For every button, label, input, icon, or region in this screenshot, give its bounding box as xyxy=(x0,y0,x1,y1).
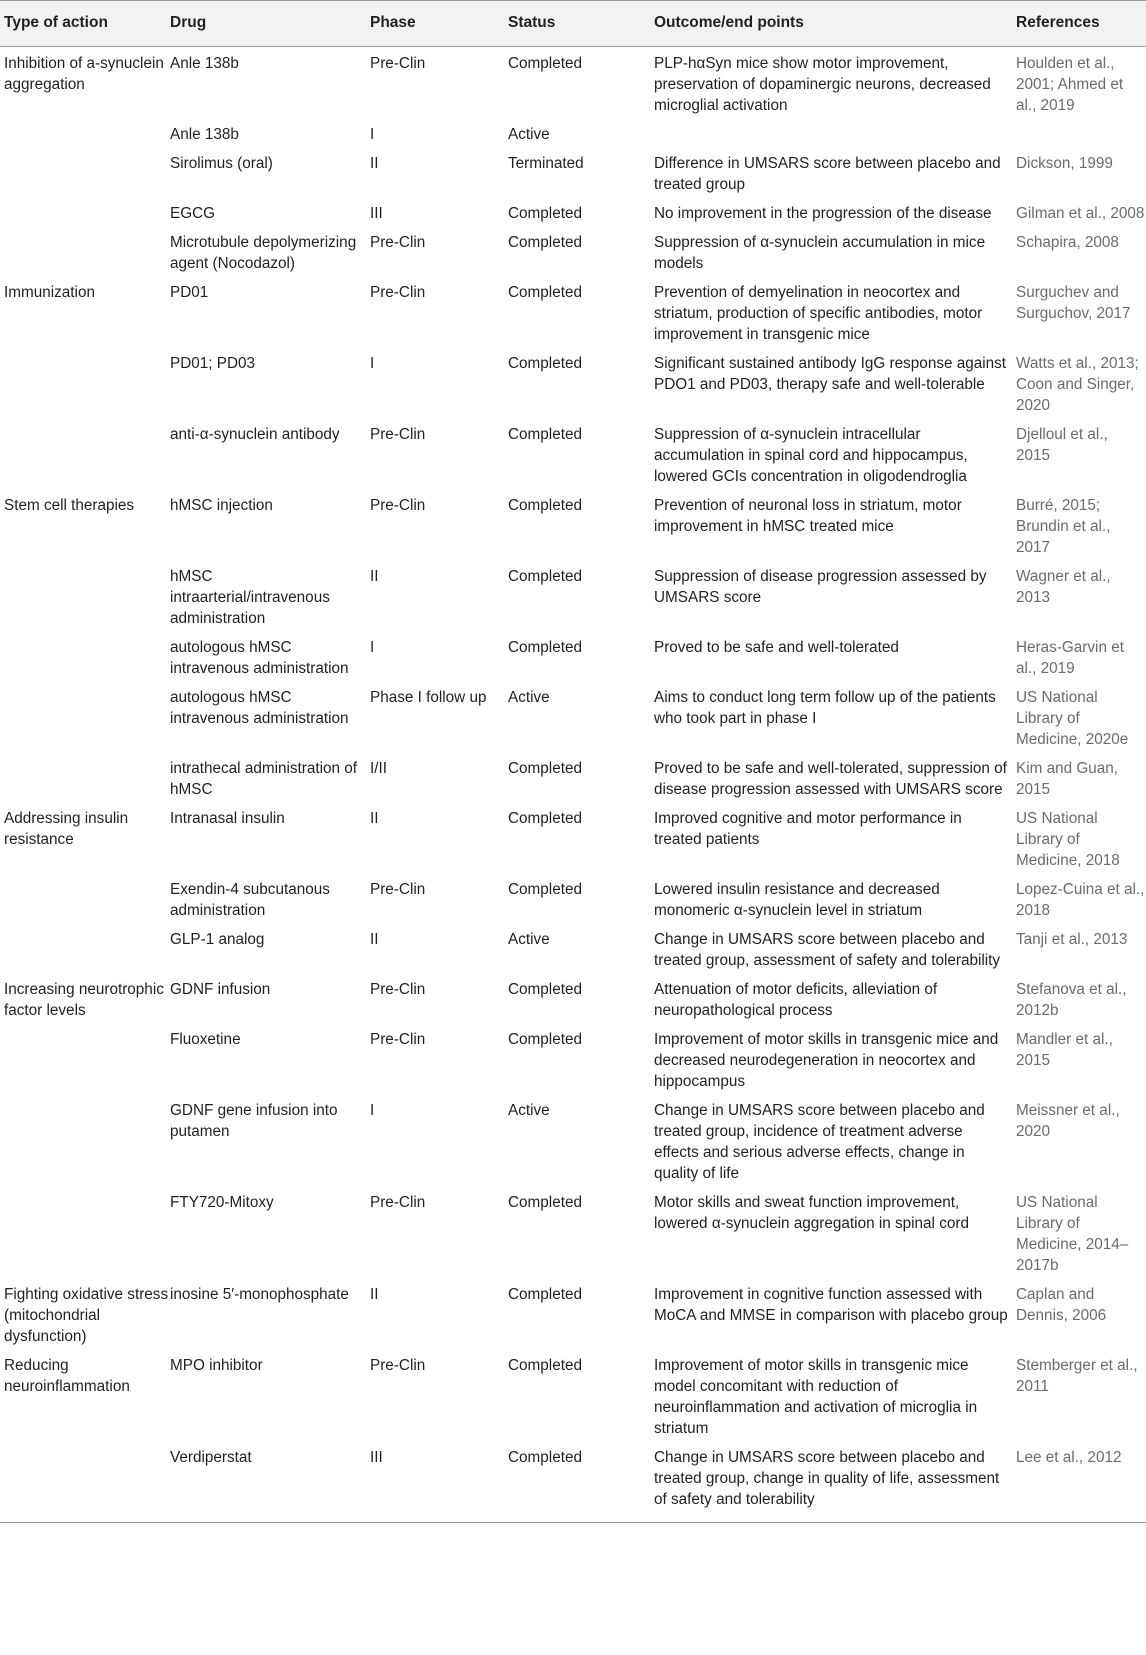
table-row xyxy=(0,347,1146,418)
table-row xyxy=(0,147,1146,197)
table-body xyxy=(0,47,1146,1523)
type-of-action-cell xyxy=(0,1094,170,1186)
reference-cell: Kim and Guan, 2015 xyxy=(1016,760,1119,798)
outcome-cell: Improvement of motor skills in transgenic mice and decreased neurodegeneration in neocortex and hippocampus xyxy=(654,1031,999,1090)
header-phase: Phase xyxy=(370,1,508,47)
drug-cell: GDNF infusion xyxy=(170,981,271,998)
type-of-action-cell xyxy=(0,873,170,923)
drug-cell: Anle 138b xyxy=(170,126,239,143)
table-row xyxy=(0,873,1146,923)
reference-cell: US National Library of Medicine, 2014–2017b xyxy=(1016,1194,1129,1274)
reference-cell: Meissner et al., 2020 xyxy=(1016,1102,1120,1140)
phase-cell: I/II xyxy=(370,760,387,777)
reference-cell: Stefanova et al., 2012b xyxy=(1016,981,1127,1019)
status-cell: Active xyxy=(508,1102,550,1119)
drug-cell: Sirolimus (oral) xyxy=(170,155,273,172)
status-cell: Active xyxy=(508,689,550,706)
reference-cell xyxy=(1008,118,1146,147)
table-row xyxy=(0,1278,1146,1349)
phase-cell: Phase I follow up xyxy=(370,689,487,706)
table-row xyxy=(0,973,1146,1023)
outcome-cell: Difference in UMSARS score between placebo and treated group xyxy=(654,155,1001,193)
status-cell: Completed xyxy=(508,1031,582,1048)
reference-cell: US National Library of Medicine, 2020e xyxy=(1016,689,1129,748)
reference-cell: Houlden et al., 2001; Ahmed et al., 2019 xyxy=(1016,55,1124,114)
status-cell: Completed xyxy=(508,810,582,827)
header-type-of-action: Type of action xyxy=(0,1,170,47)
phase-cell: I xyxy=(370,126,375,143)
drug-cell: Fluoxetine xyxy=(170,1031,241,1048)
table-row xyxy=(0,226,1146,276)
header-references: References xyxy=(1008,1,1146,47)
reference-cell: US National Library of Medicine, 2018 xyxy=(1016,810,1120,869)
status-cell: Completed xyxy=(508,55,582,72)
drug-cell: EGCG xyxy=(170,205,216,222)
table-row xyxy=(0,1441,1146,1523)
reference-cell: Gilman et al., 2008 xyxy=(1016,205,1145,222)
type-of-action-cell xyxy=(0,1023,170,1094)
drug-cell: Anle 138b xyxy=(170,55,239,72)
drug-cell: hMSC injection xyxy=(170,497,273,514)
type-of-action-cell xyxy=(0,347,170,418)
type-of-action-cell: Addressing insulin resistance xyxy=(4,810,129,848)
outcome-cell: Proved to be safe and well-tolerated, suppression of disease progression assessed with UMSARS score xyxy=(654,760,1007,798)
outcome-cell: Motor skills and sweat function improvement, lowered α-synuclein aggregation in spinal cord xyxy=(654,1194,969,1232)
table-row xyxy=(0,681,1146,752)
outcome-cell: Improvement of motor skills in transgenic mice model concomitant with reduction of neuroinflammation and activation of microglia in striatum xyxy=(654,1357,978,1437)
table-row xyxy=(0,489,1146,560)
outcome-cell xyxy=(646,118,1008,147)
table-row xyxy=(0,752,1146,802)
type-of-action-cell: Immunization xyxy=(4,284,95,301)
table-row xyxy=(0,802,1146,873)
type-of-action-cell: Inhibition of a-synuclein aggregation xyxy=(4,55,164,93)
phase-cell: II xyxy=(370,155,379,172)
reference-cell: Dickson, 1999 xyxy=(1016,155,1113,172)
phase-cell: Pre-Clin xyxy=(370,1031,426,1048)
header-drug: Drug xyxy=(170,1,370,47)
type-of-action-cell xyxy=(0,197,170,226)
table-row xyxy=(0,1349,1146,1441)
table-row xyxy=(0,1186,1146,1278)
reference-cell: Caplan and Dennis, 2006 xyxy=(1016,1286,1107,1324)
phase-cell: Pre-Clin xyxy=(370,981,426,998)
type-of-action-cell: Reducing neuroinflammation xyxy=(4,1357,130,1395)
reference-cell: Lee et al., 2012 xyxy=(1008,1441,1146,1523)
phase-cell: Pre-Clin xyxy=(370,497,426,514)
type-of-action-cell xyxy=(0,923,170,973)
drug-cell: autologous hMSC intravenous administration xyxy=(170,639,349,677)
phase-cell: Pre-Clin xyxy=(370,1357,426,1374)
phase-cell: III xyxy=(370,1441,508,1523)
status-cell: Completed xyxy=(508,1357,582,1374)
drug-cell: anti-α-synuclein antibody xyxy=(170,426,340,443)
status-cell: Completed xyxy=(508,760,582,777)
reference-cell: Wagner et al., 2013 xyxy=(1016,568,1111,606)
reference-cell: Stemberger et al., 2011 xyxy=(1016,1357,1138,1395)
status-cell: Completed xyxy=(508,355,582,372)
status-cell: Completed xyxy=(508,284,582,301)
status-cell: Completed xyxy=(508,881,582,898)
type-of-action-cell xyxy=(0,118,170,147)
status-cell: Completed xyxy=(508,205,582,222)
reference-cell: Watts et al., 2013; Coon and Singer, 2020 xyxy=(1016,355,1139,414)
outcome-cell: Prevention of neuronal loss in striatum, motor improvement in hMSC treated mice xyxy=(654,497,962,535)
drug-cell: autologous hMSC intravenous administration xyxy=(170,689,349,727)
reference-cell: Mandler et al., 2015 xyxy=(1016,1031,1113,1069)
table-header xyxy=(0,1,1146,47)
drug-cell: Microtubule depolymerizing agent (Nocodazol) xyxy=(170,234,357,272)
phase-cell: Pre-Clin xyxy=(370,55,426,72)
drug-cell: intrathecal administration of hMSC xyxy=(170,760,358,798)
outcome-cell: Lowered insulin resistance and decreased monomeric α-synuclein level in striatum xyxy=(654,881,940,919)
phase-cell: III xyxy=(370,205,383,222)
drug-cell: GDNF gene infusion into putamen xyxy=(170,1102,338,1140)
drug-cell: inosine 5′-monophosphate xyxy=(170,1286,349,1303)
status-cell: Completed xyxy=(508,568,582,585)
status-cell: Completed xyxy=(508,1194,582,1211)
drug-cell: Exendin-4 subcutanous administration xyxy=(170,881,330,919)
phase-cell: I xyxy=(370,1102,375,1119)
table-row xyxy=(0,560,1146,631)
outcome-cell: Aims to conduct long term follow up of the patients who took part in phase I xyxy=(654,689,996,727)
reference-cell: Djelloul et al., 2015 xyxy=(1016,426,1108,464)
status-cell: Completed xyxy=(508,1286,582,1303)
drug-cell: Intranasal insulin xyxy=(170,810,285,827)
phase-cell: I xyxy=(370,639,375,656)
type-of-action-cell xyxy=(0,418,170,489)
drug-cell: GLP-1 analog xyxy=(170,931,265,948)
phase-cell: Pre-Clin xyxy=(370,881,426,898)
reference-cell: Burré, 2015; Brundin et al., 2017 xyxy=(1016,497,1111,556)
status-cell: Completed xyxy=(508,426,582,443)
table-row xyxy=(0,923,1146,973)
status-cell: Completed xyxy=(508,981,582,998)
table-row xyxy=(0,418,1146,489)
outcome-cell: PLP-hαSyn mice show motor improvement, preservation of dopaminergic neurons, decreased microglial activation xyxy=(654,55,991,114)
phase-cell: Pre-Clin xyxy=(370,426,426,443)
phase-cell: II xyxy=(370,1286,379,1303)
type-of-action-cell: Stem cell therapies xyxy=(4,497,135,514)
type-of-action-cell xyxy=(0,226,170,276)
table-row xyxy=(0,276,1146,347)
reference-cell: Tanji et al., 2013 xyxy=(1016,931,1128,948)
type-of-action-cell xyxy=(0,1186,170,1278)
type-of-action-cell xyxy=(0,631,170,681)
outcome-cell: No improvement in the progression of the disease xyxy=(654,205,992,222)
drug-cell: Verdiperstat xyxy=(170,1441,370,1523)
type-of-action-cell xyxy=(0,681,170,752)
outcome-cell: Significant sustained antibody IgG response against PDO1 and PD03, therapy safe and well-tolerable xyxy=(654,355,1007,393)
outcome-cell: Suppression of disease progression assessed by UMSARS score xyxy=(654,568,987,606)
reference-cell: Heras-Garvin et al., 2019 xyxy=(1016,639,1124,677)
drug-cell: PD01; PD03 xyxy=(170,355,256,372)
drug-cell: FTY720-Mitoxy xyxy=(170,1194,274,1211)
status-cell: Completed xyxy=(508,1441,646,1523)
phase-cell: I xyxy=(370,355,375,372)
phase-cell: Pre-Clin xyxy=(370,284,426,301)
drug-cell: MPO inhibitor xyxy=(170,1357,263,1374)
outcome-cell: Change in UMSARS score between placebo and treated group, incidence of treatment adverse effects and serious adverse effects, change in quality of life xyxy=(654,1102,985,1182)
status-cell: Completed xyxy=(508,497,582,514)
type-of-action-cell: Fighting oxidative stress (mitochondrial dysfunction) xyxy=(4,1286,169,1345)
outcome-cell: Attenuation of motor deficits, alleviation of neuropathological process xyxy=(654,981,938,1019)
type-of-action-cell xyxy=(0,560,170,631)
outcome-cell: Improved cognitive and motor performance in treated patients xyxy=(654,810,962,848)
type-of-action-cell xyxy=(0,147,170,197)
reference-cell: Lopez-Cuina et al., 2018 xyxy=(1016,881,1145,919)
outcome-cell: Suppression of α-synuclein intracellular accumulation in spinal cord and hippocampus, lowered GCIs concentration in oligodendroglia xyxy=(654,426,968,485)
table-row xyxy=(0,118,1146,147)
type-of-action-cell xyxy=(0,752,170,802)
outcome-cell: Suppression of α-synuclein accumulation in mice models xyxy=(654,234,986,272)
status-cell: Active xyxy=(508,126,550,143)
table-row xyxy=(0,631,1146,681)
phase-cell: Pre-Clin xyxy=(370,234,426,251)
table-row xyxy=(0,1094,1146,1186)
status-cell: Completed xyxy=(508,639,582,656)
table-row xyxy=(0,197,1146,226)
reference-cell: Schapira, 2008 xyxy=(1016,234,1119,251)
header-outcome: Outcome/end points xyxy=(646,1,1008,47)
phase-cell: II xyxy=(370,931,379,948)
type-of-action-cell: Increasing neurotrophic factor levels xyxy=(4,981,164,1019)
reference-cell: Surguchev and Surguchov, 2017 xyxy=(1016,284,1131,322)
outcome-cell: Prevention of demyelination in neocortex and striatum, production of specific antibodies, motor improvement in transgenic mice xyxy=(654,284,983,343)
table-row xyxy=(0,1023,1146,1094)
outcome-cell: Change in UMSARS score between placebo and treated group, change in quality of life, assessment of safety and tolerability xyxy=(646,1441,1008,1523)
drug-cell: hMSC intraarterial/intravenous administration xyxy=(170,568,330,627)
drug-cell: PD01 xyxy=(170,284,209,301)
phase-cell: II xyxy=(370,810,379,827)
phase-cell: II xyxy=(370,568,379,585)
outcome-cell: Change in UMSARS score between placebo and treated group, assessment of safety and tolerability xyxy=(654,931,1001,969)
status-cell: Terminated xyxy=(508,155,584,172)
phase-cell: Pre-Clin xyxy=(370,1194,426,1211)
status-cell: Completed xyxy=(508,234,582,251)
status-cell: Active xyxy=(508,931,550,948)
outcome-cell: Improvement in cognitive function assessed with MoCA and MMSE in comparison with placebo group xyxy=(654,1286,1008,1324)
table-row xyxy=(0,47,1146,119)
outcome-cell: Proved to be safe and well-tolerated xyxy=(654,639,899,656)
header-status: Status xyxy=(508,1,646,47)
type-of-action-cell xyxy=(0,1441,170,1523)
header-row xyxy=(0,1,1146,47)
